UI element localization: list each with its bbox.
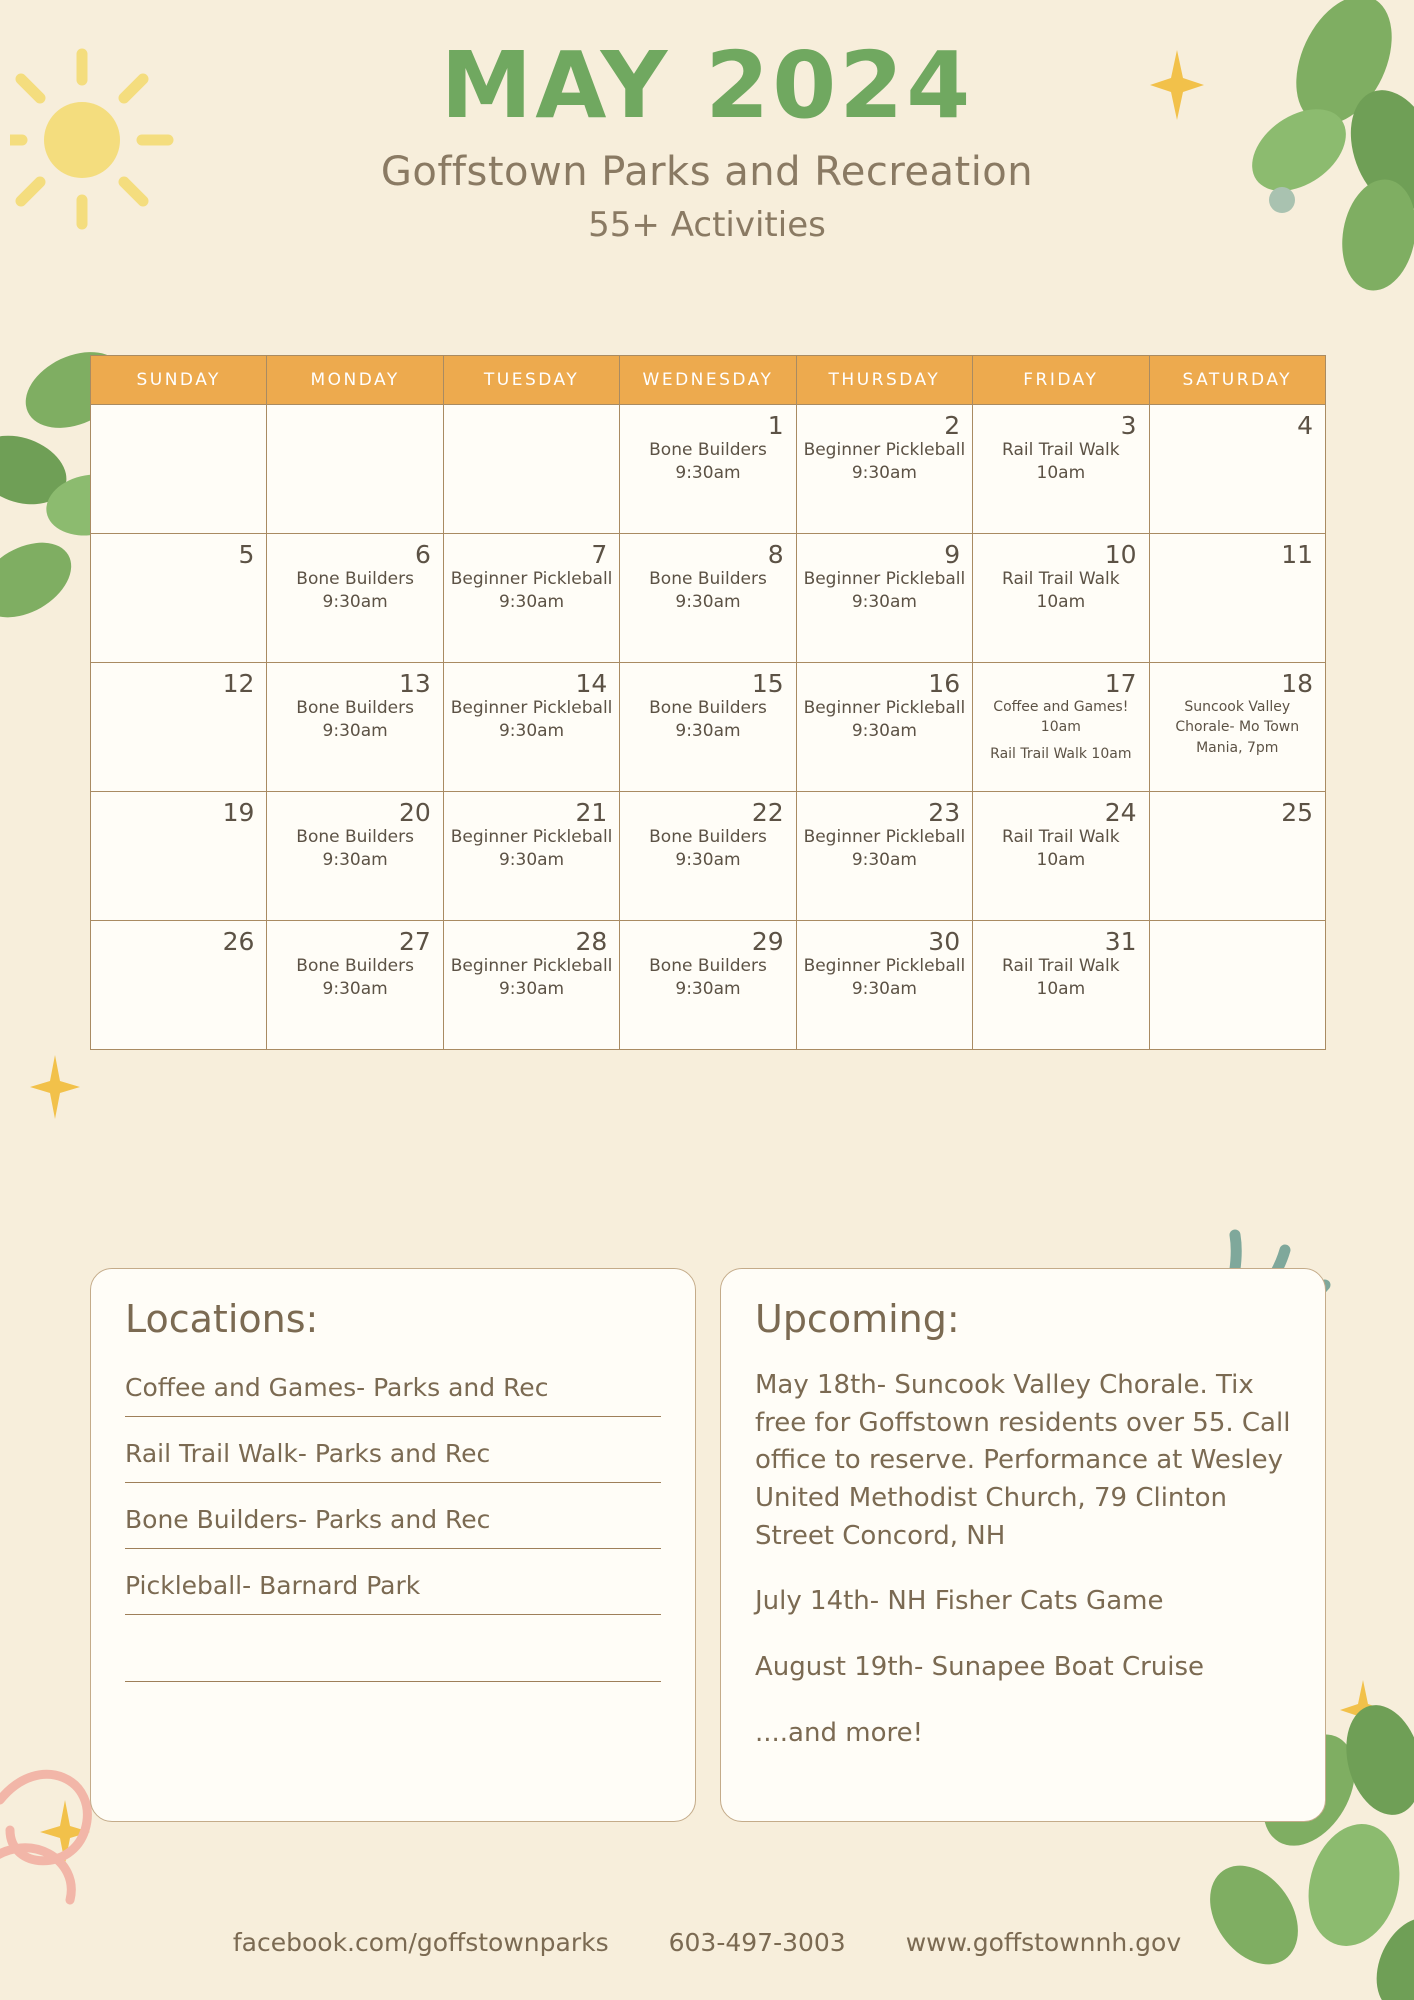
event-item: Bone Builders 9:30am xyxy=(296,956,414,999)
sparkle-bottom-right-icon xyxy=(1340,1680,1386,1740)
event-item: Bone Builders 9:30am xyxy=(649,569,767,612)
calendar-day-3[interactable] xyxy=(973,405,1149,534)
calendar-day-28[interactable] xyxy=(443,921,619,1050)
day-number: 15 xyxy=(751,669,784,698)
calendar-day-13[interactable] xyxy=(267,663,443,792)
day-number: 23 xyxy=(928,798,961,827)
day-number: 1 xyxy=(767,411,784,440)
event-item: Rail Trail Walk 10am xyxy=(1002,569,1120,612)
calendar-header-row xyxy=(91,356,1326,405)
page-header xyxy=(0,32,1414,245)
sparkle-bottom-left-icon xyxy=(40,1800,90,1864)
location-item xyxy=(125,1631,661,1682)
day-number: 28 xyxy=(575,927,608,956)
upcoming-item: May 18th- Suncook Valley Chorale. Tix free for Goffstown residents over 55. Call office to reserve. Performance at Wesley United Methodist Church, 79 Clinton Street Concord, NH xyxy=(755,1370,1291,1551)
calendar-day-empty xyxy=(1149,921,1325,1050)
weekday-header-tuesday: TUESDAY xyxy=(443,356,619,405)
day-number: 13 xyxy=(399,669,431,698)
calendar-day-6[interactable] xyxy=(267,534,443,663)
day-number: 6 xyxy=(414,540,431,569)
day-number: 18 xyxy=(1281,669,1313,698)
event-item: Beginner Pickleball 9:30am xyxy=(450,698,613,741)
calendar-day-27[interactable] xyxy=(267,921,443,1050)
calendar-day-1[interactable] xyxy=(620,405,796,534)
day-number: 31 xyxy=(1104,927,1137,956)
calendar-week-row xyxy=(91,534,1326,663)
calendar-day-9[interactable] xyxy=(796,534,972,663)
calendar-day-12[interactable] xyxy=(91,663,267,792)
event-item: Beginner Pickleball 9:30am xyxy=(803,698,966,741)
upcoming-box xyxy=(720,1268,1326,1822)
weekday-header-thursday: THURSDAY xyxy=(796,356,972,405)
calendar-day-empty xyxy=(443,405,619,534)
upcoming-item: July 14th- NH Fisher Cats Game xyxy=(755,1586,1164,1617)
organization-name: Goffstown Parks and Recreation xyxy=(380,148,1034,195)
calendar-day-30[interactable] xyxy=(796,921,972,1050)
event-item: Suncook Valley Chorale- Mo Town Mania, 7pm xyxy=(1175,699,1300,756)
event-item: Rail Trail Walk 10am xyxy=(990,745,1132,762)
calendar-day-empty xyxy=(267,405,443,534)
day-number: 16 xyxy=(928,669,961,698)
event-item: Coffee and Games! 10am xyxy=(993,699,1129,736)
day-number: 14 xyxy=(575,669,608,698)
day-number: 2 xyxy=(944,411,961,440)
locations-heading: Locations: xyxy=(125,1297,319,1341)
weekday-header-monday: MONDAY xyxy=(267,356,443,405)
event-item: Beginner Pickleball 9:30am xyxy=(450,827,613,870)
day-number: 26 xyxy=(222,927,255,956)
day-number: 30 xyxy=(928,927,961,956)
calendar-day-10[interactable] xyxy=(973,534,1149,663)
event-item: Rail Trail Walk 10am xyxy=(1002,956,1120,999)
day-number: 9 xyxy=(944,540,961,569)
event-item: Bone Builders 9:30am xyxy=(649,827,767,870)
weekday-header-sunday: SUNDAY xyxy=(91,356,267,405)
day-number: 7 xyxy=(591,540,608,569)
footer-facebook-link[interactable]: facebook.com/goffstownparks xyxy=(232,1928,609,1957)
day-number: 24 xyxy=(1104,798,1137,827)
calendar-day-24[interactable] xyxy=(973,792,1149,921)
calendar-week-row xyxy=(91,663,1326,792)
footer xyxy=(0,1928,1414,1957)
day-number: 25 xyxy=(1281,798,1313,827)
calendar-day-26[interactable] xyxy=(91,921,267,1050)
calendar-day-18[interactable] xyxy=(1149,663,1325,792)
locations-list xyxy=(125,1367,661,1682)
day-number: 4 xyxy=(1297,411,1313,440)
calendar-day-15[interactable] xyxy=(620,663,796,792)
calendar-week-row xyxy=(91,405,1326,534)
calendar-day-5[interactable] xyxy=(91,534,267,663)
calendar-day-29[interactable] xyxy=(620,921,796,1050)
calendar-day-7[interactable] xyxy=(443,534,619,663)
event-item: Beginner Pickleball 9:30am xyxy=(450,956,613,999)
day-number: 3 xyxy=(1120,411,1137,440)
upcoming-item: ....and more! xyxy=(755,1717,924,1748)
calendar-day-8[interactable] xyxy=(620,534,796,663)
calendar-day-11[interactable] xyxy=(1149,534,1325,663)
event-item: Bone Builders 9:30am xyxy=(296,569,414,612)
event-item: Bone Builders 9:30am xyxy=(649,440,767,483)
program-name: 55+ Activities xyxy=(588,204,826,245)
day-number: 19 xyxy=(222,798,255,827)
calendar-week-row xyxy=(91,921,1326,1050)
day-number: 11 xyxy=(1281,540,1313,569)
weekday-header-wednesday: WEDNESDAY xyxy=(620,356,796,405)
event-item: Bone Builders 9:30am xyxy=(296,698,414,741)
event-item: Rail Trail Walk 10am xyxy=(1002,827,1120,870)
calendar-body xyxy=(91,405,1326,1050)
info-boxes xyxy=(90,1268,1326,1822)
day-number: 22 xyxy=(751,798,784,827)
location-item: Bone Builders- Parks and Rec xyxy=(125,1499,661,1549)
day-number: 21 xyxy=(575,798,608,827)
calendar-day-16[interactable] xyxy=(796,663,972,792)
location-item: Rail Trail Walk- Parks and Rec xyxy=(125,1433,661,1483)
event-item: Beginner Pickleball 9:30am xyxy=(450,569,613,612)
page-title: MAY 2024 xyxy=(440,32,974,139)
calendar-week-row xyxy=(91,792,1326,921)
calendar-day-25[interactable] xyxy=(1149,792,1325,921)
event-item: Beginner Pickleball 9:30am xyxy=(803,827,966,870)
event-item: Beginner Pickleball 9:30am xyxy=(803,956,966,999)
footer-website-link[interactable]: www.goffstownnh.gov xyxy=(905,1928,1182,1957)
event-item: Beginner Pickleball 9:30am xyxy=(803,569,966,612)
calendar-day-31[interactable] xyxy=(973,921,1149,1050)
calendar-day-19[interactable] xyxy=(91,792,267,921)
upcoming-list xyxy=(755,1367,1291,1753)
event-item: Bone Builders 9:30am xyxy=(296,827,414,870)
footer-phone[interactable]: 603-497-3003 xyxy=(668,1928,846,1957)
upcoming-heading: Upcoming: xyxy=(755,1297,960,1341)
day-number: 20 xyxy=(399,798,431,827)
calendar-day-20[interactable] xyxy=(267,792,443,921)
day-number: 29 xyxy=(751,927,784,956)
sparkle-left-icon xyxy=(30,1055,80,1119)
month-calendar xyxy=(90,355,1326,1050)
weekday-header-saturday: SATURDAY xyxy=(1149,356,1325,405)
weekday-header-friday: FRIDAY xyxy=(973,356,1149,405)
calendar-day-22[interactable] xyxy=(620,792,796,921)
calendar-day-23[interactable] xyxy=(796,792,972,921)
upcoming-item: August 19th- Sunapee Boat Cruise xyxy=(755,1652,1205,1683)
calendar-day-21[interactable] xyxy=(443,792,619,921)
event-item: Bone Builders 9:30am xyxy=(649,956,767,999)
day-number: 17 xyxy=(1104,669,1137,698)
day-number: 12 xyxy=(222,669,255,698)
calendar-day-4[interactable] xyxy=(1149,405,1325,534)
event-item: Bone Builders 9:30am xyxy=(649,698,767,741)
calendar-day-empty xyxy=(91,405,267,534)
event-item: Rail Trail Walk 10am xyxy=(1002,440,1120,483)
event-item: Beginner Pickleball 9:30am xyxy=(803,440,966,483)
day-number: 10 xyxy=(1104,540,1137,569)
day-number: 8 xyxy=(767,540,784,569)
calendar-day-14[interactable] xyxy=(443,663,619,792)
day-number: 27 xyxy=(399,927,431,956)
location-item: Coffee and Games- Parks and Rec xyxy=(125,1367,661,1417)
day-number: 5 xyxy=(238,540,255,569)
location-item: Pickleball- Barnard Park xyxy=(125,1565,661,1615)
locations-box xyxy=(90,1268,696,1822)
calendar-day-17[interactable] xyxy=(973,663,1149,792)
calendar-day-2[interactable] xyxy=(796,405,972,534)
